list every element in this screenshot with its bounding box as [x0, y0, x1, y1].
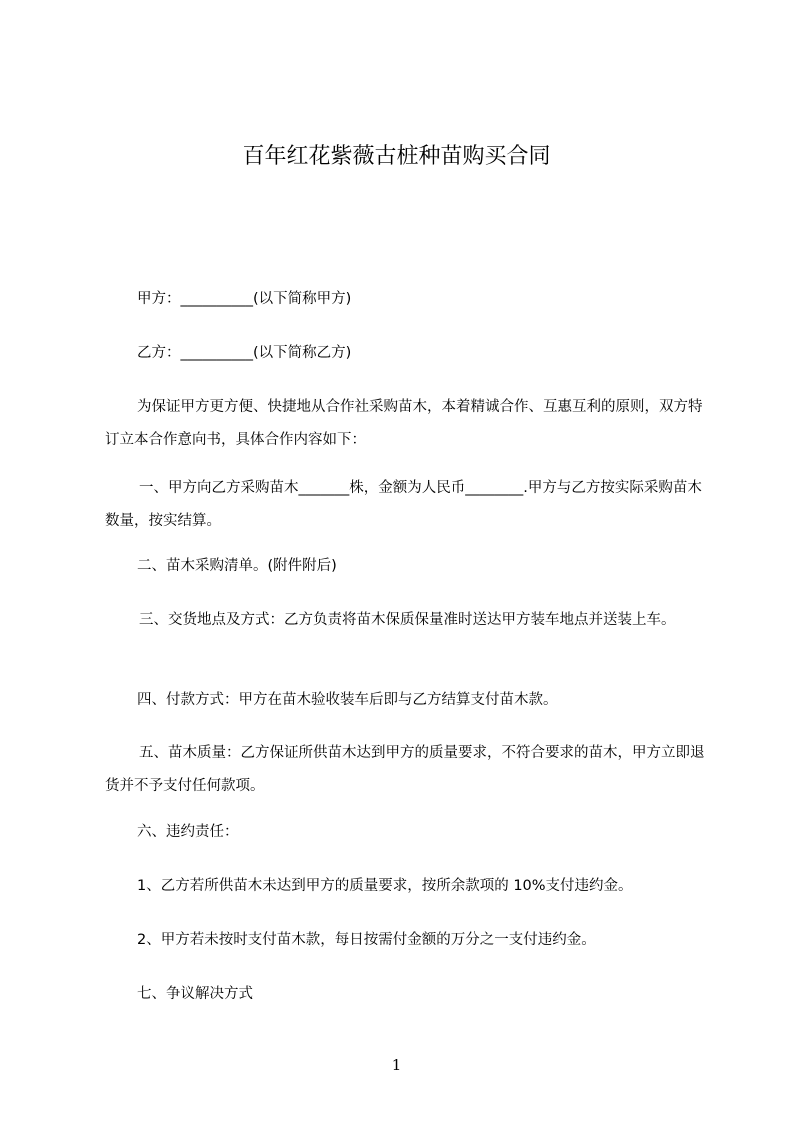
party-a-line: 甲方：__________(以下简称甲方)	[137, 291, 352, 307]
clause-4-paragraph: 四、付款方式：甲方在苗木验收装车后即与乙方结算支付苗木款。	[137, 692, 558, 708]
intro-paragraph: 为保证甲方更方便、快捷地从合作社采购苗木，本着精诚合作、互惠互利的原则，双方特订立本合作意向书，具体合作内容如下：	[105, 399, 703, 448]
clause-6-item-2: 2、甲方若未按时支付苗木款，每日按需付金额的万分之一支付违约金。	[137, 932, 596, 948]
clause-6-item-1: 1、乙方若所供苗木未达到甲方的质量要求，按所余款项的 10%支付违约金。	[137, 878, 633, 894]
clause-5-paragraph: 五、苗木质量：乙方保证所供苗木达到甲方的质量要求，不符合要求的苗木，甲方立即退货并不予支付任何款项。	[105, 745, 705, 794]
clause-3-paragraph: 三、交货地点及方式：乙方负责将苗木保质保量准时送达甲方装车地点并送装上车。	[139, 612, 676, 628]
document-title: 百年红花紫薇古桩种苗购买合同	[242, 144, 551, 169]
clause-1-paragraph: 一、甲方向乙方采购苗木_______株，金额为人民币________.甲方与乙方按实际采购苗木数量，按实结算。	[105, 480, 702, 529]
page-number: 1	[391, 1056, 402, 1074]
clause-2-paragraph: 二、苗木采购清单。(附件附后)	[137, 558, 337, 574]
clause-6-heading: 六、违约责任：	[137, 824, 239, 840]
clause-7-heading: 七、争议解决方式	[137, 986, 253, 1002]
party-b-line: 乙方：__________(以下简称乙方)	[137, 345, 352, 361]
